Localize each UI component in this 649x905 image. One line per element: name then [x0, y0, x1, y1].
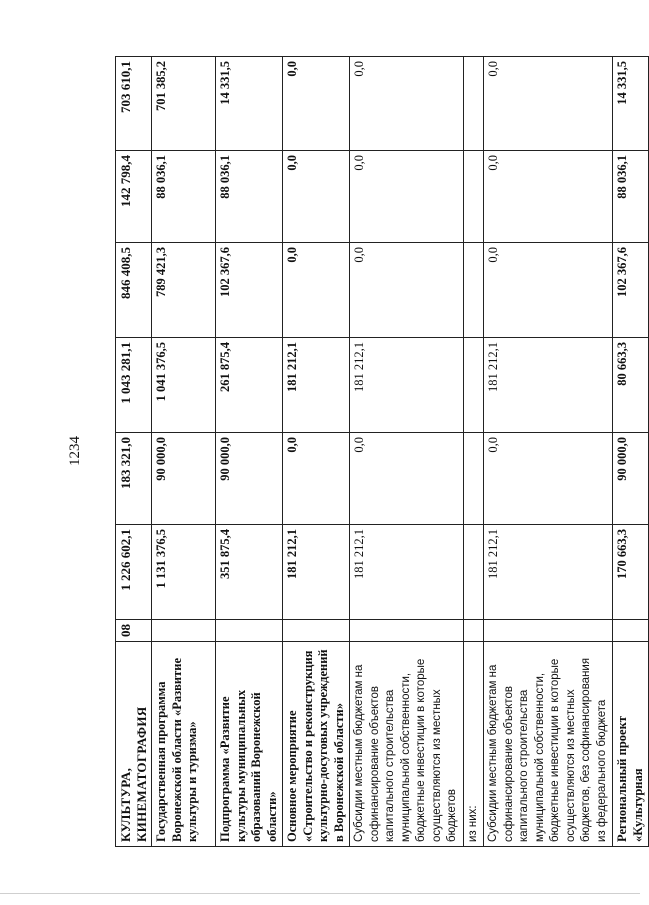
budget-table-container [115, 57, 645, 847]
row-name: Региональный проект «Культурная [613, 642, 649, 847]
row-name: Основное мероприятие «Строительство и реконструкция культурно-досуговых учреждений в Воронежской области» [283, 642, 350, 847]
value-cell: 789 421,3 [152, 243, 216, 338]
section-code [463, 620, 484, 642]
value-cell: 261 875,4 [216, 338, 283, 433]
row-name: Субсидии местным бюджетам на софинансирование объектов капитального строительства муниципальной собственности, бюджетные инвестиции в которые осуществляются из местных бюджетов [350, 642, 464, 847]
table-row [463, 57, 484, 847]
row-name: Подпрограмма «Развитие культуры муниципальных образований Воронежской области» [216, 642, 283, 847]
value-cell: 14 331,5 [216, 57, 283, 151]
row-name: Субсидии местным бюджетам на софинансирование объектов капитального строительства муниципальной собственности, бюджетные инвестиции в которые осуществляются из местных бюджетов, без софинансирования из федерального бюджета [484, 642, 613, 847]
value-cell: 0,0 [283, 433, 350, 525]
value-cell: 90 000,0 [613, 433, 649, 525]
value-cell: 0,0 [484, 243, 613, 338]
value-cell: 846 408,5 [116, 243, 152, 338]
value-cell: 80 663,3 [613, 338, 649, 433]
section-code [152, 620, 216, 642]
value-cell: 181 212,1 [484, 338, 613, 433]
value-cell: 0,0 [350, 151, 464, 243]
section-code [216, 620, 283, 642]
value-cell: 0,0 [484, 151, 613, 243]
value-cell [463, 243, 484, 338]
table-row [216, 57, 283, 847]
row-name: КУЛЬТУРА, КИНЕМАТОГРАФИЯ [116, 642, 152, 847]
section-code [613, 620, 649, 642]
value-cell: 88 036,1 [613, 151, 649, 243]
value-cell: 0,0 [350, 57, 464, 151]
value-cell: 181 212,1 [350, 525, 464, 620]
value-cell: 701 385,2 [152, 57, 216, 151]
section-code: 08 [116, 620, 152, 642]
section-code [484, 620, 613, 642]
value-cell: 703 610,1 [116, 57, 152, 151]
value-cell: 181 212,1 [283, 525, 350, 620]
value-cell: 0,0 [350, 243, 464, 338]
value-cell: 90 000,0 [152, 433, 216, 525]
page-bottom-edge [0, 893, 640, 894]
value-cell: 351 875,4 [216, 525, 283, 620]
value-cell: 0,0 [484, 433, 613, 525]
value-cell: 0,0 [484, 57, 613, 151]
page-number: 1234 [67, 436, 83, 466]
section-code [350, 620, 464, 642]
value-cell: 88 036,1 [152, 151, 216, 243]
value-cell: 142 798,4 [116, 151, 152, 243]
value-cell: 102 367,6 [613, 243, 649, 338]
table-row [613, 57, 649, 847]
value-cell: 1 041 376,5 [152, 338, 216, 433]
value-cell: 1 226 602,1 [116, 525, 152, 620]
value-cell [463, 525, 484, 620]
value-cell: 181 212,1 [283, 338, 350, 433]
value-cell: 1 131 376,5 [152, 525, 216, 620]
value-cell: 90 000,0 [216, 433, 283, 525]
value-cell: 181 212,1 [484, 525, 613, 620]
value-cell: 102 367,6 [216, 243, 283, 338]
table-row [116, 57, 152, 847]
value-cell: 183 321,0 [116, 433, 152, 525]
value-cell: 0,0 [283, 243, 350, 338]
value-cell: 181 212,1 [350, 338, 464, 433]
row-name: Государственная программа Воронежской области «Развитие культуры и туризма» [152, 642, 216, 847]
value-cell [463, 57, 484, 151]
budget-table [115, 56, 649, 847]
row-name: из них: [463, 642, 484, 847]
value-cell [463, 338, 484, 433]
value-cell: 0,0 [283, 57, 350, 151]
section-code [283, 620, 350, 642]
table-row [484, 57, 613, 847]
table-row [350, 57, 464, 847]
value-cell: 1 043 281,1 [116, 338, 152, 433]
value-cell: 170 663,3 [613, 525, 649, 620]
value-cell [463, 151, 484, 243]
table-row [152, 57, 216, 847]
table-row [283, 57, 350, 847]
value-cell: 0,0 [350, 433, 464, 525]
value-cell [463, 433, 484, 525]
value-cell: 0,0 [283, 151, 350, 243]
value-cell: 88 036,1 [216, 151, 283, 243]
value-cell: 14 331,5 [613, 57, 649, 151]
